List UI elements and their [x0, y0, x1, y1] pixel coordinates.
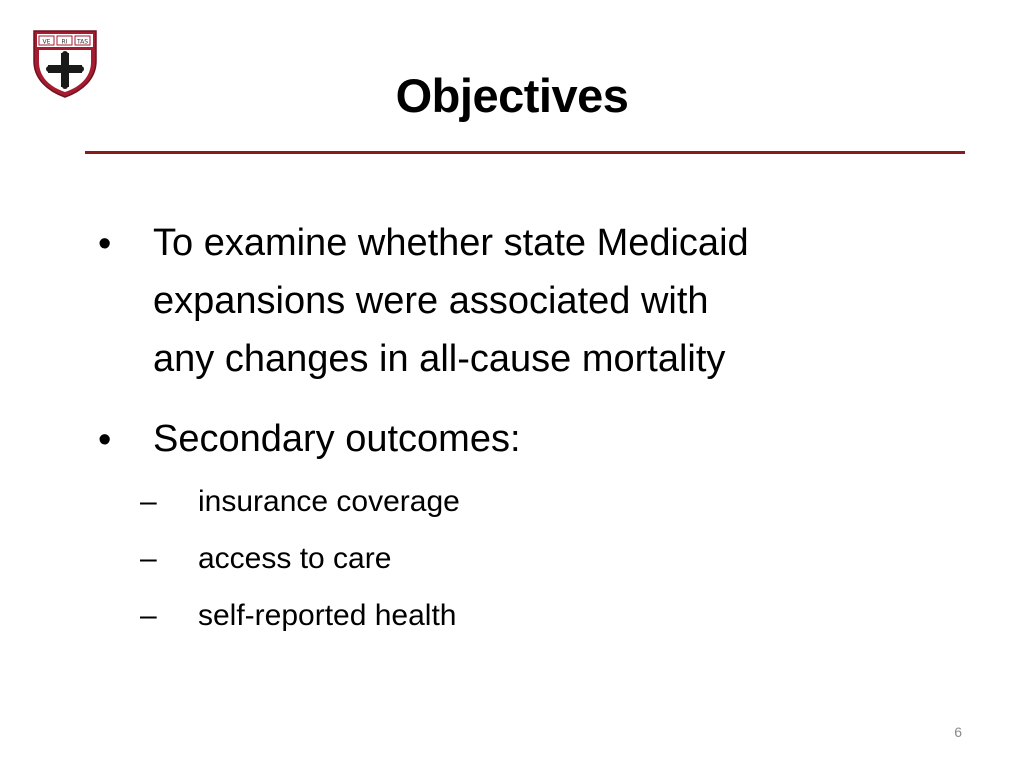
sub-bullet-item — [0, 537, 1024, 581]
dash-icon: – — [140, 599, 157, 632]
logo-motto-2: RI — [61, 38, 68, 46]
logo-motto-3: TAS — [76, 38, 89, 46]
page-number: 6 — [954, 724, 962, 740]
slide-title: Objectives — [395, 69, 629, 122]
dash-icon: – — [140, 542, 157, 575]
sub-bullet-item — [0, 480, 1024, 524]
bullet-line: any changes in all-cause mortality — [153, 338, 726, 380]
bullet-dot-icon: • — [98, 223, 112, 265]
sub-bullet-text: access to care — [198, 542, 392, 575]
bullet-line: expansions were associated with — [153, 280, 709, 322]
dash-icon: – — [140, 485, 157, 518]
bullet-line: To examine whether state Medicaid — [153, 222, 749, 264]
sub-bullet-text: self-reported health — [198, 599, 457, 632]
sub-bullet-item — [0, 594, 1024, 638]
logo-motto-1: VE — [42, 38, 51, 46]
title-divider — [85, 151, 965, 154]
bullet-dot-icon: • — [98, 419, 112, 461]
bullet-line: Secondary outcomes: — [153, 418, 521, 460]
sub-bullet-text: insurance coverage — [198, 485, 460, 518]
